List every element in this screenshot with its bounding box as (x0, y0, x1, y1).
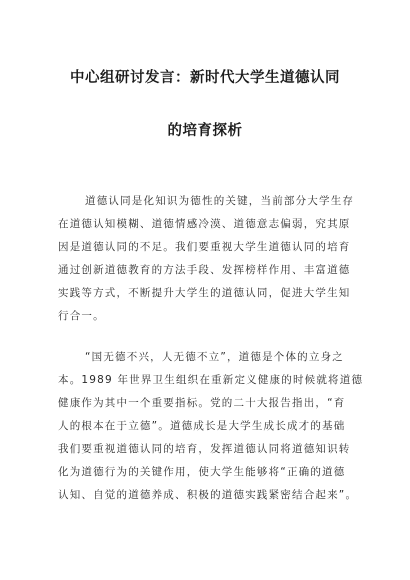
paragraph-line: 我们要重视道德认同的培育，发挥道德认同将道德知识转 (58, 443, 351, 455)
paragraph-line: 因是道德认同的不足。我们要重视大学生道德认同的培育 (58, 241, 351, 253)
paragraph-line: 实践等方式，不断提升大学生的道德认同，促进大学生知 (58, 287, 351, 299)
paragraph-line: 道德认同是化知识为德性的关键，当前部分大学生存 (85, 195, 355, 207)
paragraph-line: 本。1989 年世界卫生组织在重新定义健康的时候就将道德 (58, 374, 364, 386)
paragraph-line: 化为道德行为的关键作用，使大学生能够将“正确的道德 (58, 466, 346, 478)
paragraph-2 (58, 346, 362, 507)
paragraph-line: 在道德认知模糊、道德情感冷漠、道德意志偏弱，究其原 (58, 218, 351, 230)
paragraph-line: 人的根本在于立德”。道德成长是大学生成长成才的基础 (58, 420, 346, 432)
document-title-line-1: 中心组研讨发言：新时代大学生道德认同 (70, 70, 340, 86)
document-title-line-2: 的培育探析 (167, 123, 243, 139)
paragraph-line: 认知、自觉的道德养成、积极的道德实践紧密结合起来”。 (58, 489, 358, 501)
paragraph-line: 行合一。 (58, 310, 105, 322)
paragraph-line: 健康作为其中一个重要指标。党的二十大报告指出，“育 (58, 397, 346, 409)
paragraph-1 (58, 190, 362, 328)
paragraph-line: “国无德不兴，人无德不立”，道德是个体的立身之 (85, 351, 344, 363)
paragraph-line: 通过创新道德教育的方法手段、发挥榜样作用、丰富道德 (58, 264, 351, 276)
